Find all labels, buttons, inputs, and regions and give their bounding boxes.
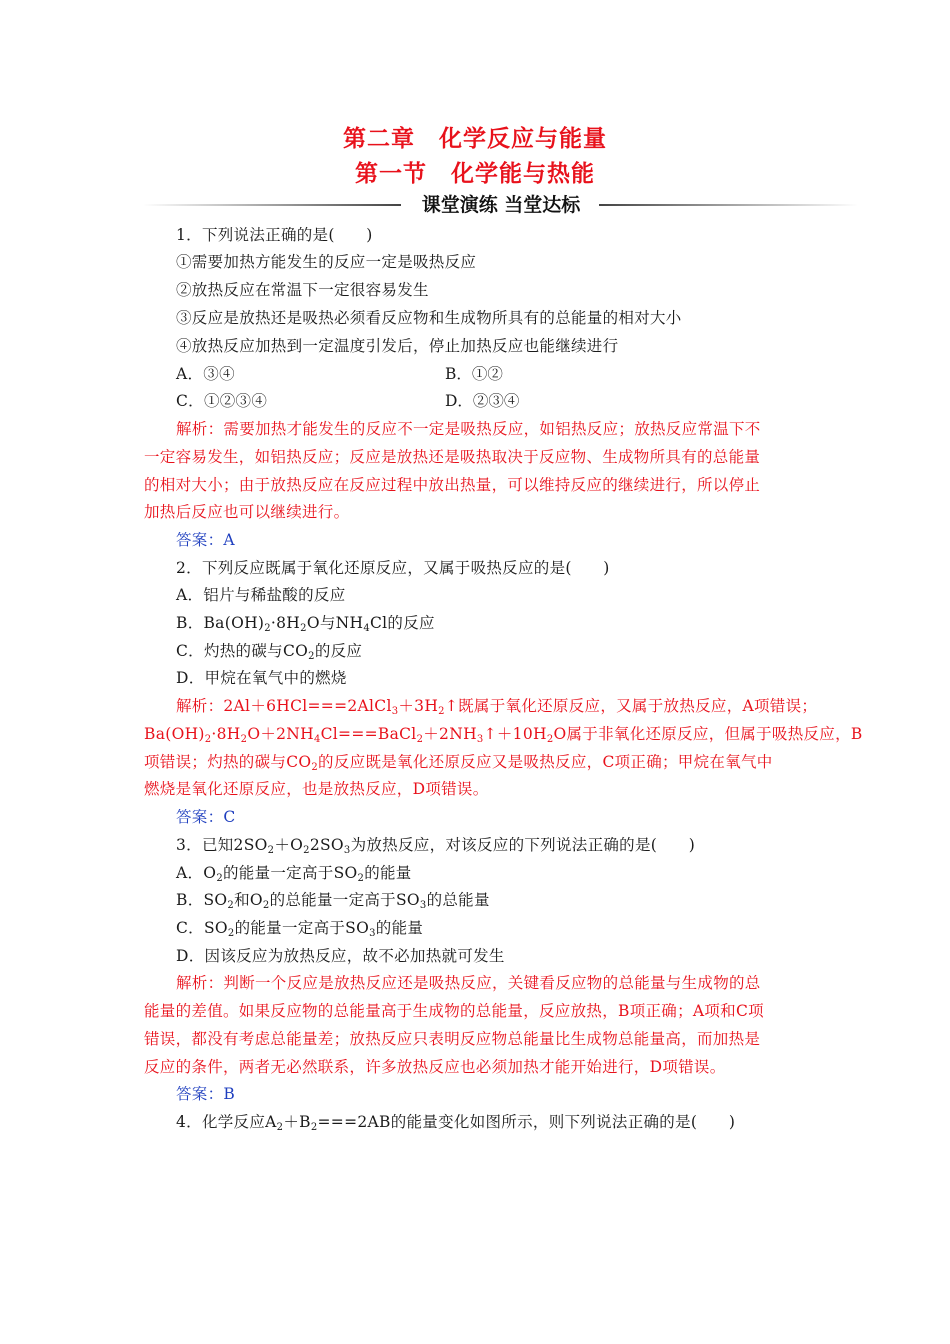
q1-answer: 答案：A: [176, 531, 235, 549]
q1-option-a: A．③④: [176, 365, 235, 383]
q1-statement-3: ③反应是放热还是吸热必须看反应物和生成物所具有的总能量的相对大小: [176, 309, 682, 327]
q3-option-a: A．$O_2$的能量一定高于$SO_2$的能量: [176, 864, 412, 884]
q3-option-c: C．$SO_2$的能量一定高于$SO_3$的能量: [176, 919, 424, 939]
q3-stem: 3．已知$2SO_2+O_22SO_3$为放热反应，对该反应的下列说法正确的是( ): [176, 836, 696, 856]
q1-stem: 1．下列说法正确的是( ): [176, 226, 373, 244]
q3-option-d: D．因该反应为放热反应，故不必加热就可发生: [176, 947, 505, 965]
q2-analysis-line: 项错误；灼热的碳与$CO_2$的反应既是氧化还原反应又是吸热反应，C项正确；甲烷在氧气中: [144, 753, 773, 773]
q1-analysis-line: 的相对大小；由于放热反应在反应过程中放出热量，可以维持反应的继续进行，所以停止: [144, 476, 761, 494]
q2-option-b: B．$Ba(OH)_2\cdot 8H_2O$与$NH_4Cl$的反应: [176, 614, 435, 634]
banner-rule-right: [599, 204, 858, 206]
q1-option-c: C．①②③④: [176, 392, 268, 410]
q3-answer: 答案：B: [176, 1085, 236, 1103]
q1-statement-2: ②放热反应在常温下一定很容易发生: [176, 281, 429, 299]
q4-stem: 4．化学反应$A_2+B_2===2AB$的能量变化如图所示，则下列说法正确的是( ): [176, 1113, 736, 1133]
q2-option-d: D．甲烷在氧气中的燃烧: [176, 669, 347, 687]
q1-statement-1: ①需要加热方能发生的反应一定是吸热反应: [176, 253, 477, 271]
section-title: 第一节 化学能与热能: [355, 161, 595, 187]
q3-option-b: B．$SO_2$和$O_2$的总能量一定高于$SO_3$的总能量: [176, 891, 490, 911]
q2-option-c: C．灼热的碳与$CO_2$的反应: [176, 642, 363, 662]
banner-rule-left: [143, 204, 401, 206]
q3-analysis-line: 反应的条件，两者无必然联系，许多放热反应也必须加热才能开始进行，D项错误。: [144, 1058, 726, 1076]
q2-option-a: A．铝片与稀盐酸的反应: [176, 586, 346, 604]
q1-option-b: B．①②: [445, 365, 503, 383]
q1-analysis-line: 加热后反应也可以继续进行。: [144, 503, 350, 521]
q3-analysis-line: 错误，都没有考虑总能量差；放热反应只表明反应物总能量比生成物总能量高，而加热是: [144, 1030, 761, 1048]
q1-option-d: D．②③④: [445, 392, 520, 410]
section-banner: [143, 190, 858, 220]
q3-analysis-line: 能量的差值。如果反应物的总能量高于生成物的总能量，反应放热，B项正确；A项和C项: [144, 1002, 764, 1020]
q1-analysis-line: 解析：需要加热才能发生的反应不一定是吸热反应，如铝热反应；放热反应常温下不: [176, 420, 761, 438]
q1-statement-4: ④放热反应加热到一定温度引发后，停止加热反应也能继续进行: [176, 337, 619, 355]
q2-analysis-line: $Ba(OH)_2\cdot 8H_2O+2NH_4Cl===BaCl_2+2NH_3↑+10H_2O$属于非氧化还原反应，但属于吸热反应，B: [144, 725, 863, 745]
q1-analysis-line: 一定容易发生，如铝热反应；反应是放热还是吸热取决于反应物、生成物所具有的总能量: [144, 448, 761, 466]
q2-analysis-line: 燃烧是氧化还原反应，也是放热反应，D项错误。: [144, 780, 489, 798]
q2-stem: 2．下列反应既属于氧化还原反应，又属于吸热反应的是( ): [176, 559, 610, 577]
q2-analysis-line: 解析：$2Al+6HCl===2AlCl_3+3H_2↑$既属于氧化还原反应，又属于放热反应，A项错误；: [176, 697, 818, 717]
chapter-title: 第二章 化学反应与能量: [343, 126, 607, 152]
q3-analysis-line: 解析：判断一个反应是放热反应还是吸热反应，关键看反应物的总能量与生成物的总: [176, 974, 761, 992]
q2-answer: 答案：C: [176, 808, 236, 826]
banner-text: 课堂演练 当堂达标: [421, 194, 581, 216]
